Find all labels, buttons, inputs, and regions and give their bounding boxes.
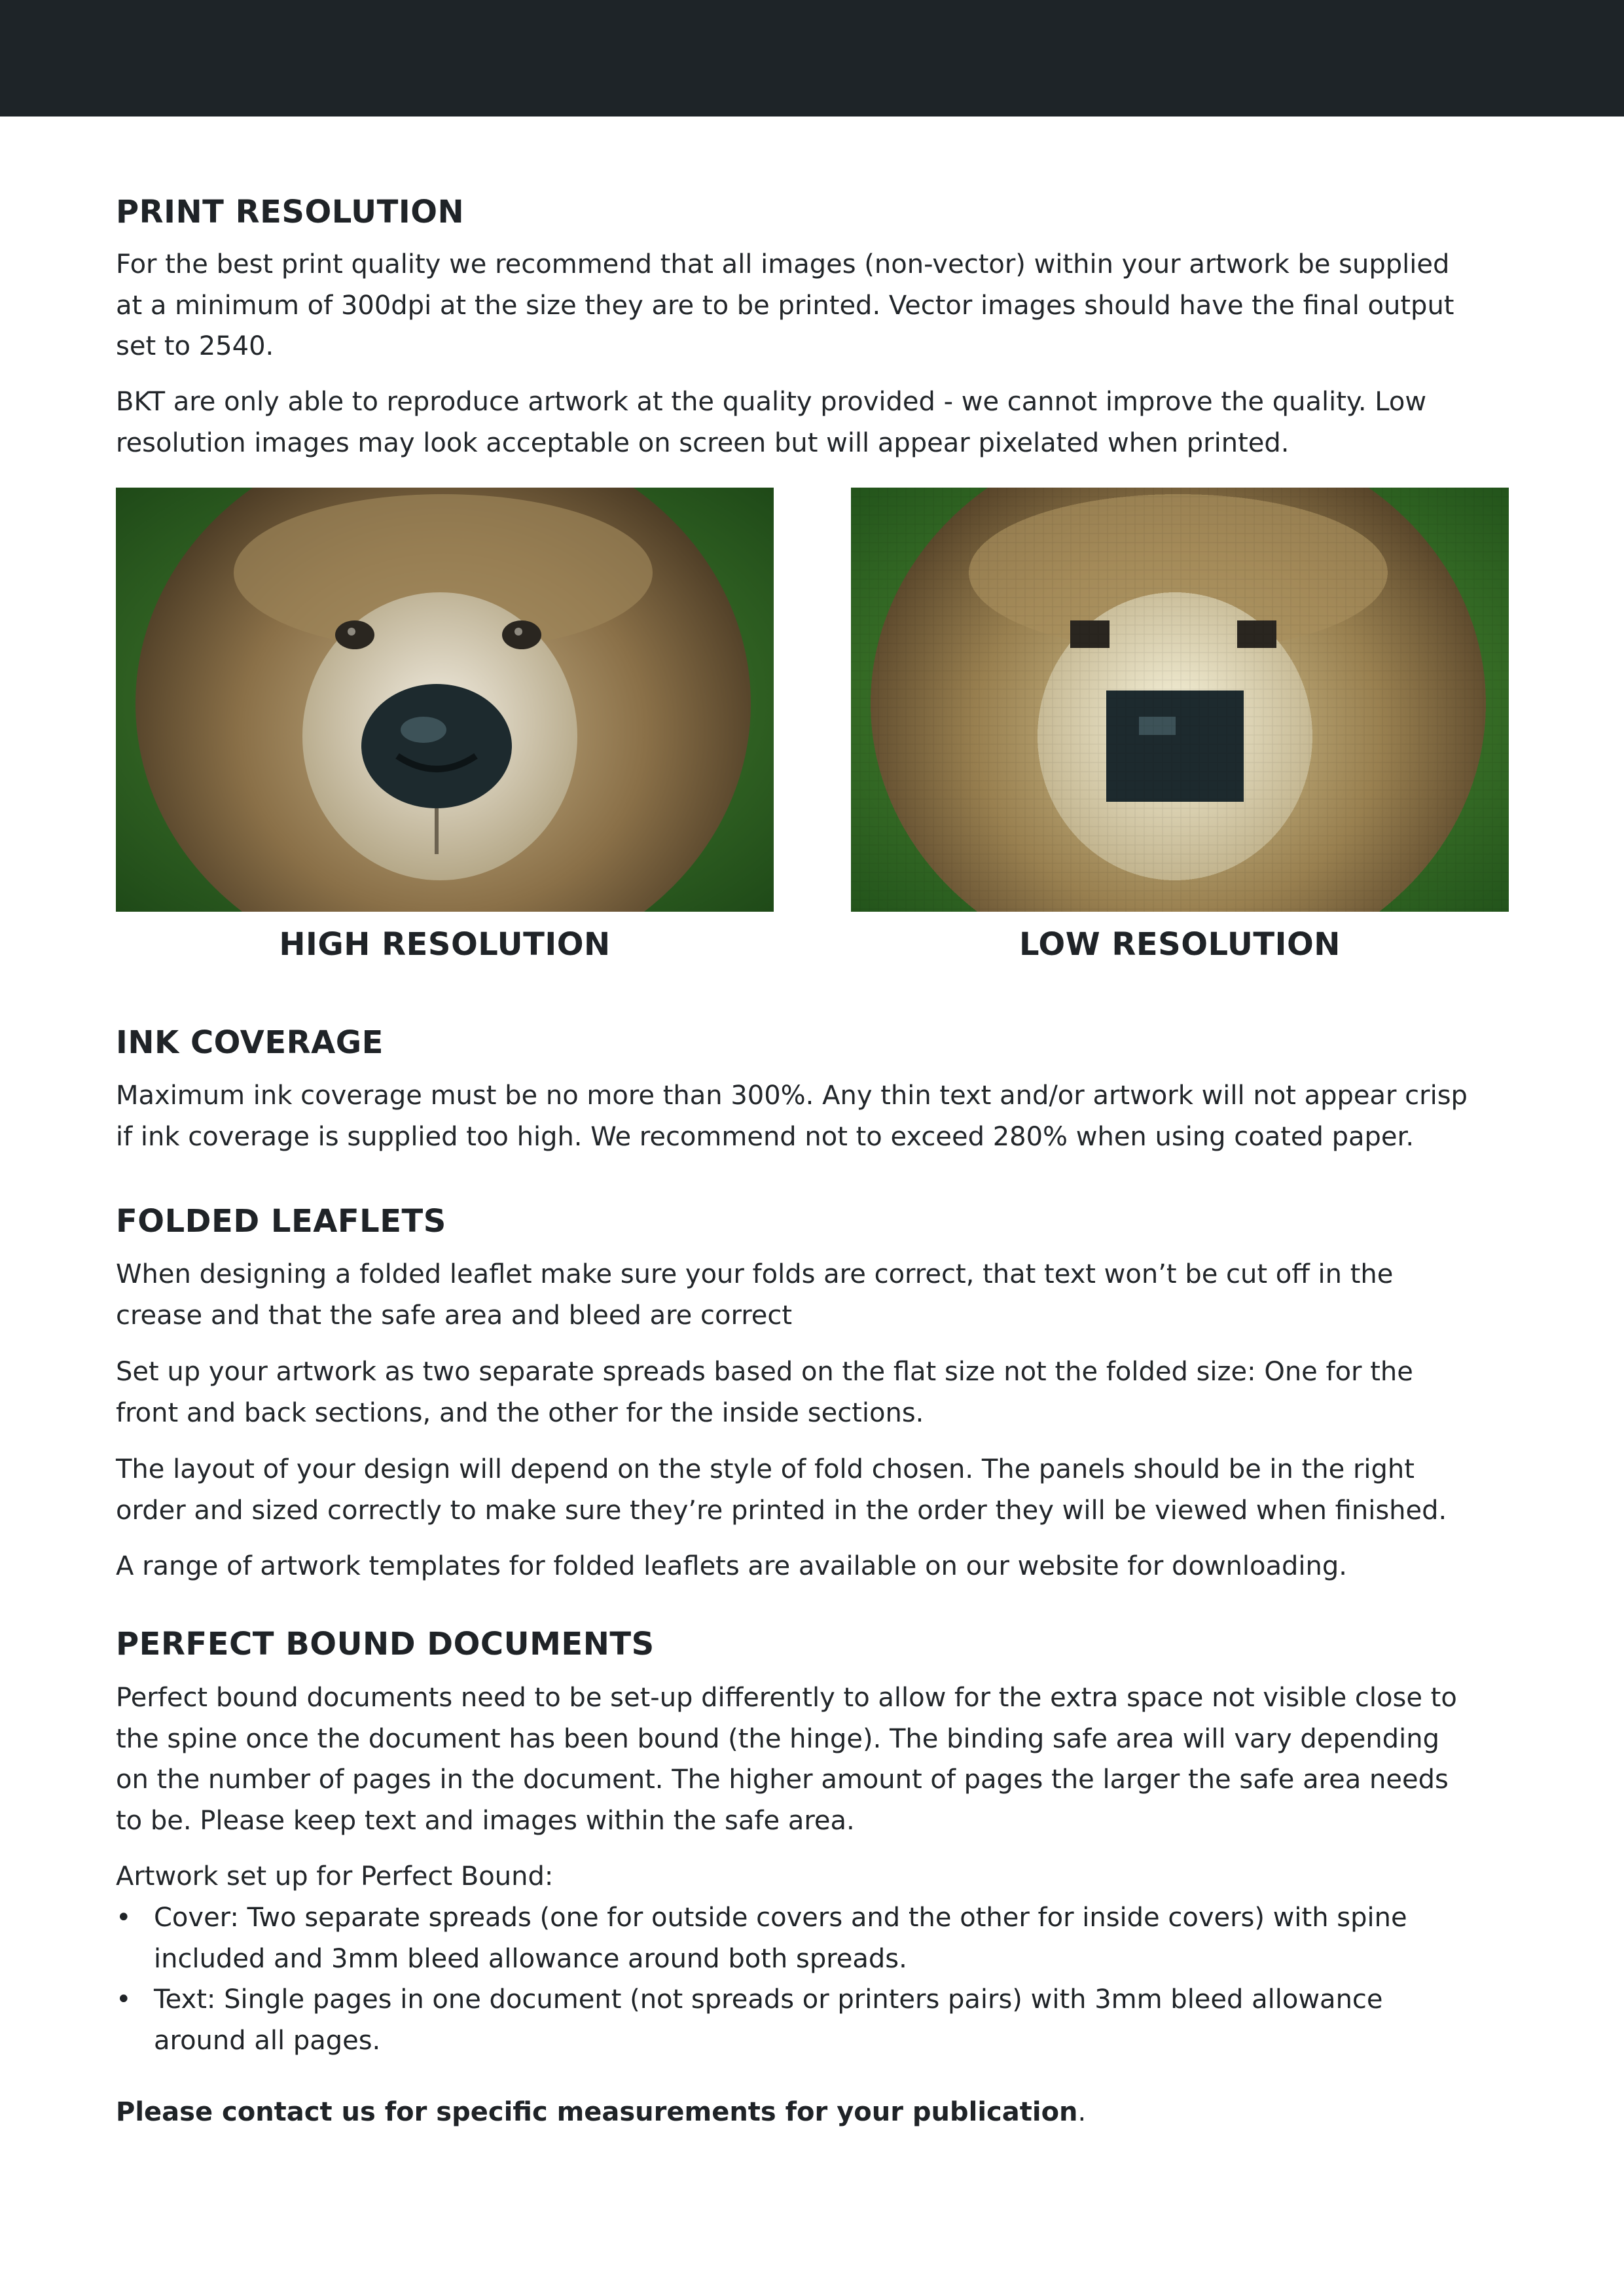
perfect-bound-paragraph: Perfect bound documents need to be set-up differently to allow for the extra space not visible close to the spine once the document has been bound (the hinge). The binding safe area will vary depending on the number of pages in the document. The higher amount of pages the larger the safe area needs to be. Please keep text and images within the safe area. (116, 1683, 1457, 1836)
folded-leaflets-paragraph-1: When designing a folded leaflet make sure your folds are correct, that text won’t be cut off in the crease and that the safe area and bleed are correct (116, 1259, 1394, 1331)
folded-leaflets-paragraph-3: The layout of your design will depend on the style of fold chosen. The panels should be in the right order and sized correctly to make sure they’re printed in the order they will be viewed when finished. (116, 1454, 1447, 1526)
bullet-cover: • Cover: Two separate spreads (one for outside covers and the other for inside covers) with spine included and 3mm bleed allowance around both spreads. (116, 1897, 1517, 1979)
print-resolution-paragraph-2: BKT are only able to reproduce artwork at the quality provided - we cannot improve the quality. Low resolution images may look acceptable on screen but will appear pixelated when printed. (116, 387, 1427, 458)
bullet-dot: • (116, 1984, 132, 2015)
top-header-bar (0, 0, 1624, 117)
low-resolution-bear-image (851, 488, 1509, 912)
folded-leaflets-paragraph-2: Set up your artwork as two separate spreads based on the flat size not the folded size: One for the front and back sections, and the other for the inside sections. (116, 1357, 1413, 1428)
print-resolution-paragraph-1: For the best print quality we recommend that all images (non-vector) within your artwork be supplied at a minimum of 300dpi at the size they are to be printed. Vector images should have the final output set to 2540. (116, 249, 1454, 361)
perfect-bound-bullet-list (116, 1897, 1517, 2061)
low-resolution-caption: LOW RESOLUTION (1019, 926, 1341, 963)
folded-leaflets-heading: FOLDED LEAFLETS (116, 1203, 446, 1240)
contact-note (116, 2092, 1086, 2133)
bullet-text: • Text: Single pages in one document (not spreads or printers pairs) with 3mm bleed allowance around all pages. (116, 1979, 1517, 2061)
high-resolution-bear-image (116, 488, 774, 912)
perfect-bound-setup-label: Artwork set up for Perfect Bound: (116, 1861, 554, 1892)
high-resolution-caption: HIGH RESOLUTION (279, 926, 611, 963)
print-resolution-heading: PRINT RESOLUTION (116, 194, 465, 230)
ink-coverage-paragraph: Maximum ink coverage must be no more than 300%. Any thin text and/or artwork will not appear crisp if ink coverage is supplied too high. We recommend not to exceed 280% when using coated paper. (116, 1081, 1468, 1152)
bullet-dot: • (116, 1903, 132, 1933)
ink-coverage-heading: INK COVERAGE (116, 1024, 384, 1061)
folded-leaflets-paragraph-4: A range of artwork templates for folded leaflets are available on our website for downloading. (116, 1551, 1347, 1581)
perfect-bound-heading: PERFECT BOUND DOCUMENTS (116, 1626, 655, 1662)
contact-note-period: . (1077, 2097, 1087, 2127)
contact-note-bold: Please contact us for specific measurements for your publication (116, 2097, 1078, 2127)
